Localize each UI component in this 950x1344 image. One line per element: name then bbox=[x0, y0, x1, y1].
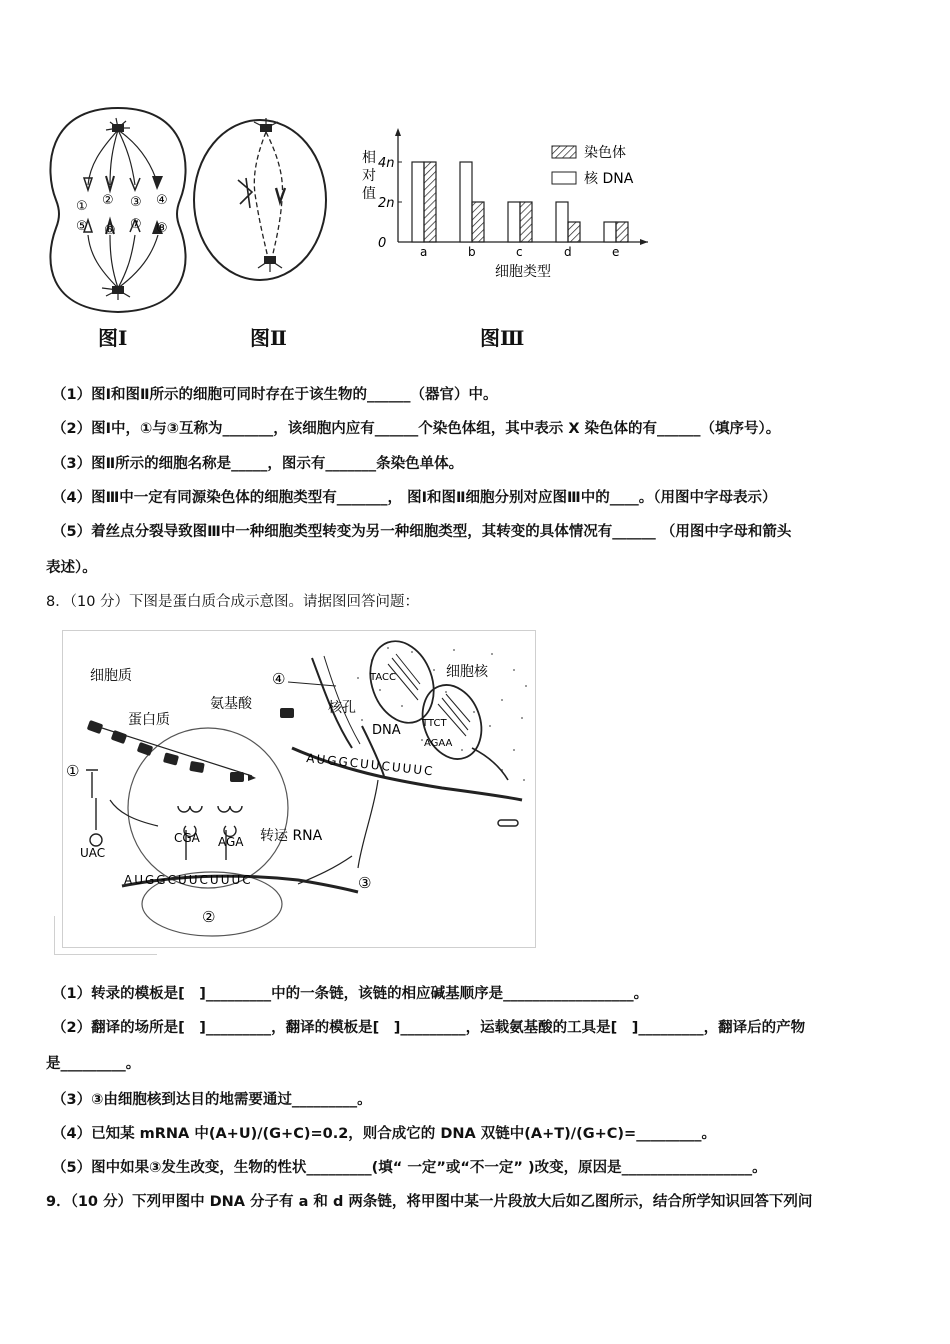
q7-line3: （3）图Ⅱ所示的细胞名称是_____，图示有_______条染色单体。 bbox=[52, 456, 464, 472]
q8-line2b: 是_________。 bbox=[46, 1056, 141, 1072]
cell-label-4: ④ bbox=[156, 193, 168, 208]
anticodon-uac: UAC bbox=[80, 846, 106, 860]
bar-chromosome-a bbox=[424, 162, 436, 242]
bar-dna-b bbox=[460, 162, 472, 242]
x-tick-label: c bbox=[516, 245, 523, 259]
x-tick-label: e bbox=[612, 245, 620, 259]
dna-bases-top: TACC bbox=[370, 672, 396, 683]
bar-chromosome-b bbox=[472, 202, 484, 242]
label-num-3: ③ bbox=[358, 874, 372, 892]
y-tick-label: 0 bbox=[378, 236, 387, 251]
cell-label-1: ① bbox=[76, 199, 88, 214]
cell-label-8: ⑧ bbox=[156, 221, 168, 236]
label-num-1: ① bbox=[66, 762, 80, 780]
label-amino-acid: 氨基酸 bbox=[210, 696, 252, 712]
q9-line1: 9．（10 分）下列甲图中 DNA 分子有 a 和 d 两条链，将甲图中某一片段放大后如乙图所示，结合所学知识回答下列问 bbox=[46, 1194, 813, 1210]
dna-bases-low: AGAA bbox=[424, 738, 453, 749]
q8-title: 8．（10 分）下图是蛋白质合成示意图。请据图回答问题： bbox=[46, 594, 420, 610]
caption-fig3: 图Ⅲ bbox=[480, 326, 525, 350]
legend-chromosome: 染色体 bbox=[584, 145, 626, 161]
legend-swatch-dna bbox=[552, 172, 576, 184]
label-trna: 转运 RNA bbox=[260, 828, 323, 844]
cell-diagram-2 bbox=[194, 118, 326, 280]
label-num-4: ④ bbox=[272, 670, 286, 688]
legend-dna: 核 DNA bbox=[584, 171, 634, 187]
anticodon-cga: CGA bbox=[174, 831, 200, 845]
label-protein: 蛋白质 bbox=[128, 712, 170, 728]
cell-label-6: ⑥ bbox=[104, 223, 116, 238]
chart-ylabel-2: 对 bbox=[362, 168, 376, 184]
label-num-2: ② bbox=[202, 908, 216, 926]
y-axis-arrow bbox=[395, 128, 401, 136]
chart-ylabel-1: 相 bbox=[362, 150, 376, 166]
caption-fig1: 图Ⅰ bbox=[98, 326, 128, 350]
label-nuclear-pore: 核孔 bbox=[328, 700, 356, 716]
label-cytoplasm: 细胞质 bbox=[90, 668, 132, 684]
x-tick-label: d bbox=[564, 245, 572, 259]
bar-dna-d bbox=[556, 202, 568, 242]
q8-line1: （1）转录的模板是[ ]_________中的一条链，该链的相应碱基顺序是__________________。 bbox=[52, 986, 649, 1002]
chart-ylabel-3: 值 bbox=[362, 186, 376, 202]
bar-dna-e bbox=[604, 222, 616, 242]
bar-chromosome-e bbox=[616, 222, 628, 242]
y-tick-label: 4n bbox=[378, 156, 395, 171]
bar-dna-a bbox=[412, 162, 424, 242]
bar-chromosome-d bbox=[568, 222, 580, 242]
q7-line1: （1）图Ⅰ和图Ⅱ所示的细胞可同时存在于该生物的______（器官）中。 bbox=[52, 387, 498, 403]
anticodon-aga: AGA bbox=[218, 835, 244, 849]
q7-line5a: （5）着丝点分裂导致图Ⅲ中一种细胞类型转变为另一种细胞类型，其转变的具体情况有______ （用图中字母和箭头 bbox=[52, 524, 792, 540]
q7-line5b: 表述）。 bbox=[46, 560, 97, 576]
bar-chromosome-c bbox=[520, 202, 532, 242]
figure-protein-synthesis bbox=[62, 630, 536, 948]
figure-cell-division bbox=[40, 100, 680, 360]
q7-line4: （4）图Ⅲ中一定有同源染色体的细胞类型有_______， 图Ⅰ和图Ⅱ细胞分别对应图Ⅲ中的____。（用图中字母表示） bbox=[52, 490, 777, 506]
mrna-top-sequence: AUGGCUUCUUUC bbox=[305, 751, 436, 779]
x-tick-label: b bbox=[468, 245, 476, 259]
figure-crop-mark bbox=[54, 916, 157, 955]
legend-swatch-chromosome bbox=[552, 146, 576, 158]
q7-line2: （2）图Ⅰ中，①与③互称为_______，该细胞内应有______个染色体组，其中表示 X 染色体的有______（填序号）。 bbox=[52, 421, 781, 437]
q8-line5: （5）图中如果③发生改变，生物的性状_________(填“ 一定”或“不一定” )改变，原因是__________________。 bbox=[52, 1160, 767, 1176]
mrna-bottom-sequence: AUGGCUUCUUUC bbox=[124, 873, 253, 887]
q8-line3: （3）③由细胞核到达目的地需要通过_________。 bbox=[52, 1092, 372, 1108]
label-nucleus: 细胞核 bbox=[446, 664, 488, 680]
q8-line4: （4）已知某 mRNA 中(A+U)/(G+C)=0.2，则合成它的 DNA 双链中(A+T)/(G+C)=_________。 bbox=[52, 1126, 716, 1142]
x-axis-arrow bbox=[640, 239, 648, 245]
dna-bases-mid: TTCT bbox=[422, 718, 447, 729]
x-tick-label: a bbox=[420, 245, 428, 259]
cell-label-5: ⑤ bbox=[76, 219, 88, 234]
q8-line2: （2）翻译的场所是[ ]_________，翻译的模板是[ ]_________，运载氨基酸的工具是[ ]_________，翻译后的产物 bbox=[52, 1020, 806, 1036]
chart-ylabel: 相对值 bbox=[40, 100, 43, 101]
figure-cell-division-svg bbox=[40, 100, 680, 360]
label-dna: DNA bbox=[372, 723, 401, 738]
cell-label-2: ② bbox=[102, 193, 114, 208]
cell-label-7: ⑦ bbox=[130, 217, 142, 232]
figure-protein-synthesis-svg bbox=[62, 630, 536, 948]
bar-dna-c bbox=[508, 202, 520, 242]
chart-xlabel: 细胞类型 bbox=[495, 264, 551, 280]
cell-label-3: ③ bbox=[130, 195, 142, 210]
y-tick-label: 2n bbox=[378, 196, 395, 211]
caption-fig2: 图Ⅱ bbox=[250, 326, 287, 350]
cell-diagram-1 bbox=[50, 108, 185, 312]
